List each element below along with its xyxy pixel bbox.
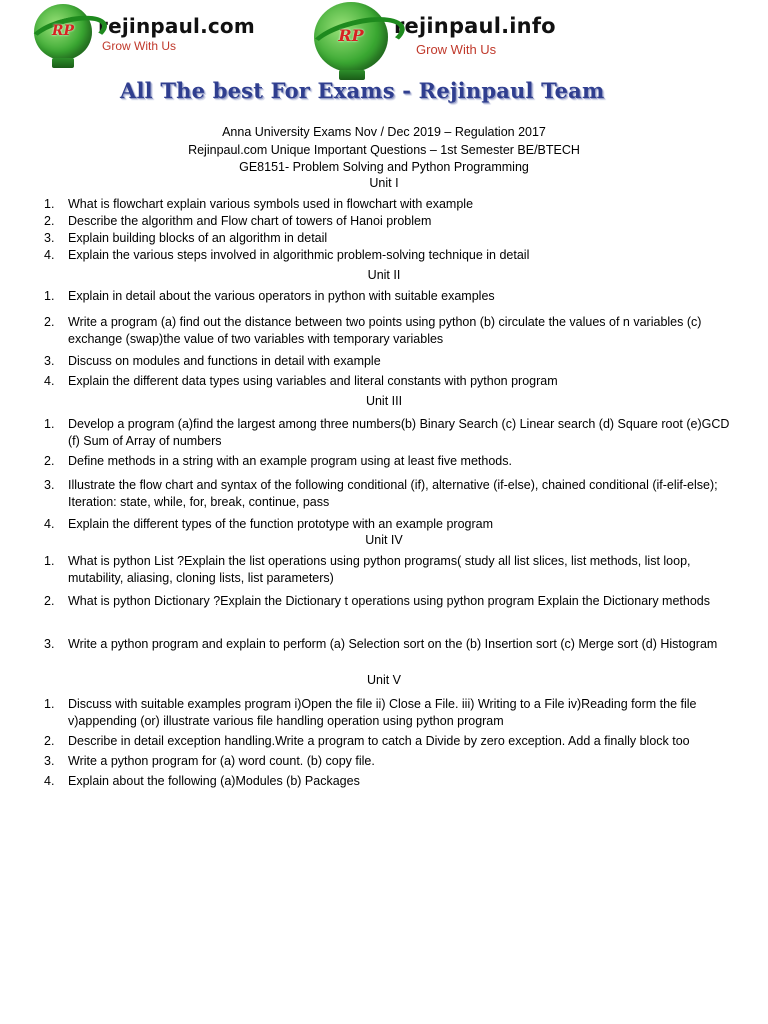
question-text: What is python List ?Explain the list operations using python programs( study all list slices, list methods, list loop, mutability, aliasing, cloning lists, list parameters) bbox=[68, 554, 691, 585]
unit-heading: Unit IV bbox=[365, 533, 403, 547]
list-item bbox=[44, 373, 734, 390]
question-text: Illustrate the flow chart and syntax of the following conditional (if), alternative (if-else), chained conditional (if-elif-else); Iteration: state, while, for, break, continue, pass bbox=[68, 478, 718, 509]
unit-heading: Unit V bbox=[366, 673, 402, 687]
question-text: Write a python program and explain to perform (a) Selection sort on the (b) Insertion sort (c) Merge sort (d) Histogram bbox=[68, 637, 718, 651]
question-text: Describe the algorithm and Flow chart of towers of Hanoi problem bbox=[68, 214, 432, 228]
globe-icon bbox=[314, 2, 388, 72]
logo-mark: RP bbox=[338, 26, 364, 45]
rejinpaul-info-logo bbox=[314, 2, 556, 72]
logo-tagline: Grow With Us bbox=[102, 39, 177, 53]
question-text: Explain building blocks of an algorithm in detail bbox=[68, 231, 328, 245]
question-text: Discuss with suitable examples program i)Open the file ii) Close a File. iii) Writing to a File iv)Reading form the file v)appending (or) illustrate various file handling operation using python program bbox=[68, 697, 697, 728]
list-item bbox=[44, 230, 734, 247]
list-item bbox=[44, 314, 734, 348]
question-number: 1. bbox=[44, 197, 55, 211]
question-text: Describe in detail exception handling.Write a program to catch a Divide by zero exception. Add a finally block too bbox=[68, 734, 690, 748]
question-text: Explain the different types of the function prototype with an example program bbox=[68, 517, 494, 531]
question-text: Discuss on modules and functions in detail with example bbox=[68, 354, 381, 368]
question-number: 4. bbox=[44, 374, 55, 388]
question-text: Develop a program (a)find the largest among three numbers(b) Binary Search (c) Linear search (d) Square root (e)GCD (f) Sum of Array of numbers bbox=[68, 417, 730, 448]
list-item bbox=[44, 733, 734, 750]
subject-title: GE8151- Problem Solving and Python Programming bbox=[239, 160, 529, 174]
list-item bbox=[44, 696, 734, 730]
question-number: 3. bbox=[44, 754, 55, 768]
question-number: 3. bbox=[44, 231, 55, 245]
document-header bbox=[0, 124, 768, 177]
question-number: 1. bbox=[44, 289, 55, 303]
list-item bbox=[44, 636, 734, 653]
question-text: Explain in detail about the various operators in python with suitable examples bbox=[68, 289, 495, 303]
exam-title: Anna University Exams Nov / Dec 2019 – Regulation 2017 bbox=[222, 125, 546, 139]
question-number: 1. bbox=[44, 417, 55, 431]
question-number: 3. bbox=[44, 354, 55, 368]
list-item bbox=[44, 196, 734, 213]
question-text: Explain about the following (a)Modules (b) Packages bbox=[68, 774, 360, 788]
question-text: Write a python program for (a) word count. (b) copy file. bbox=[68, 754, 375, 768]
question-text: Explain the various steps involved in algorithmic problem-solving technique in detail bbox=[68, 248, 530, 262]
list-item bbox=[44, 288, 734, 305]
list-item bbox=[44, 477, 734, 511]
question-set-title: Rejinpaul.com Unique Important Questions – 1st Semester BE/BTECH bbox=[188, 142, 580, 157]
question-number: 2. bbox=[44, 454, 55, 468]
list-item bbox=[44, 753, 734, 770]
list-item bbox=[44, 773, 734, 790]
list-item bbox=[44, 516, 734, 533]
question-text: What is python Dictionary ?Explain the Dictionary t operations using python program Explain the Dictionary methods bbox=[68, 594, 710, 608]
rejinpaul-com-logo bbox=[34, 4, 255, 60]
question-number: 4. bbox=[44, 248, 55, 262]
question-text: Explain the different data types using variables and literal constants with python program bbox=[68, 374, 558, 388]
list-item bbox=[44, 553, 734, 587]
question-number: 2. bbox=[44, 734, 55, 748]
question-number: 1. bbox=[44, 554, 55, 568]
logo-brand-name: rejinpaul.com bbox=[98, 14, 255, 38]
question-number: 2. bbox=[44, 214, 55, 228]
logo-mark: RP bbox=[51, 23, 75, 39]
question-number: 2. bbox=[44, 315, 55, 329]
unit-heading: Unit II bbox=[367, 268, 401, 282]
list-item bbox=[44, 593, 734, 610]
list-item bbox=[44, 353, 734, 370]
question-text: Write a program (a) find out the distance between two points using python (b) circulate the values of n variables (c) exchange (swap)the value of two variables with temporary variables bbox=[68, 315, 702, 346]
logo-tagline: Grow With Us bbox=[416, 42, 497, 57]
list-item bbox=[44, 453, 734, 470]
logo-brand-name: rejinpaul.info bbox=[394, 14, 556, 38]
question-text: Define methods in a string with an example program using at least five methods. bbox=[68, 454, 512, 468]
question-number: 2. bbox=[44, 594, 55, 608]
question-number: 3. bbox=[44, 637, 55, 651]
question-number: 4. bbox=[44, 774, 55, 788]
list-item bbox=[44, 213, 734, 230]
globe-icon bbox=[34, 4, 92, 60]
question-text: What is flowchart explain various symbols used in flowchart with example bbox=[68, 197, 474, 211]
question-number: 4. bbox=[44, 517, 55, 531]
list-item bbox=[44, 247, 734, 264]
banner-heading: All The best For Exams - Rejinpaul Team bbox=[120, 78, 605, 103]
unit-heading: Unit I bbox=[369, 176, 399, 190]
list-item bbox=[44, 416, 734, 450]
question-number: 3. bbox=[44, 478, 55, 492]
globe-stand bbox=[52, 58, 74, 68]
question-number: 1. bbox=[44, 697, 55, 711]
unit-heading: Unit III bbox=[365, 394, 403, 408]
